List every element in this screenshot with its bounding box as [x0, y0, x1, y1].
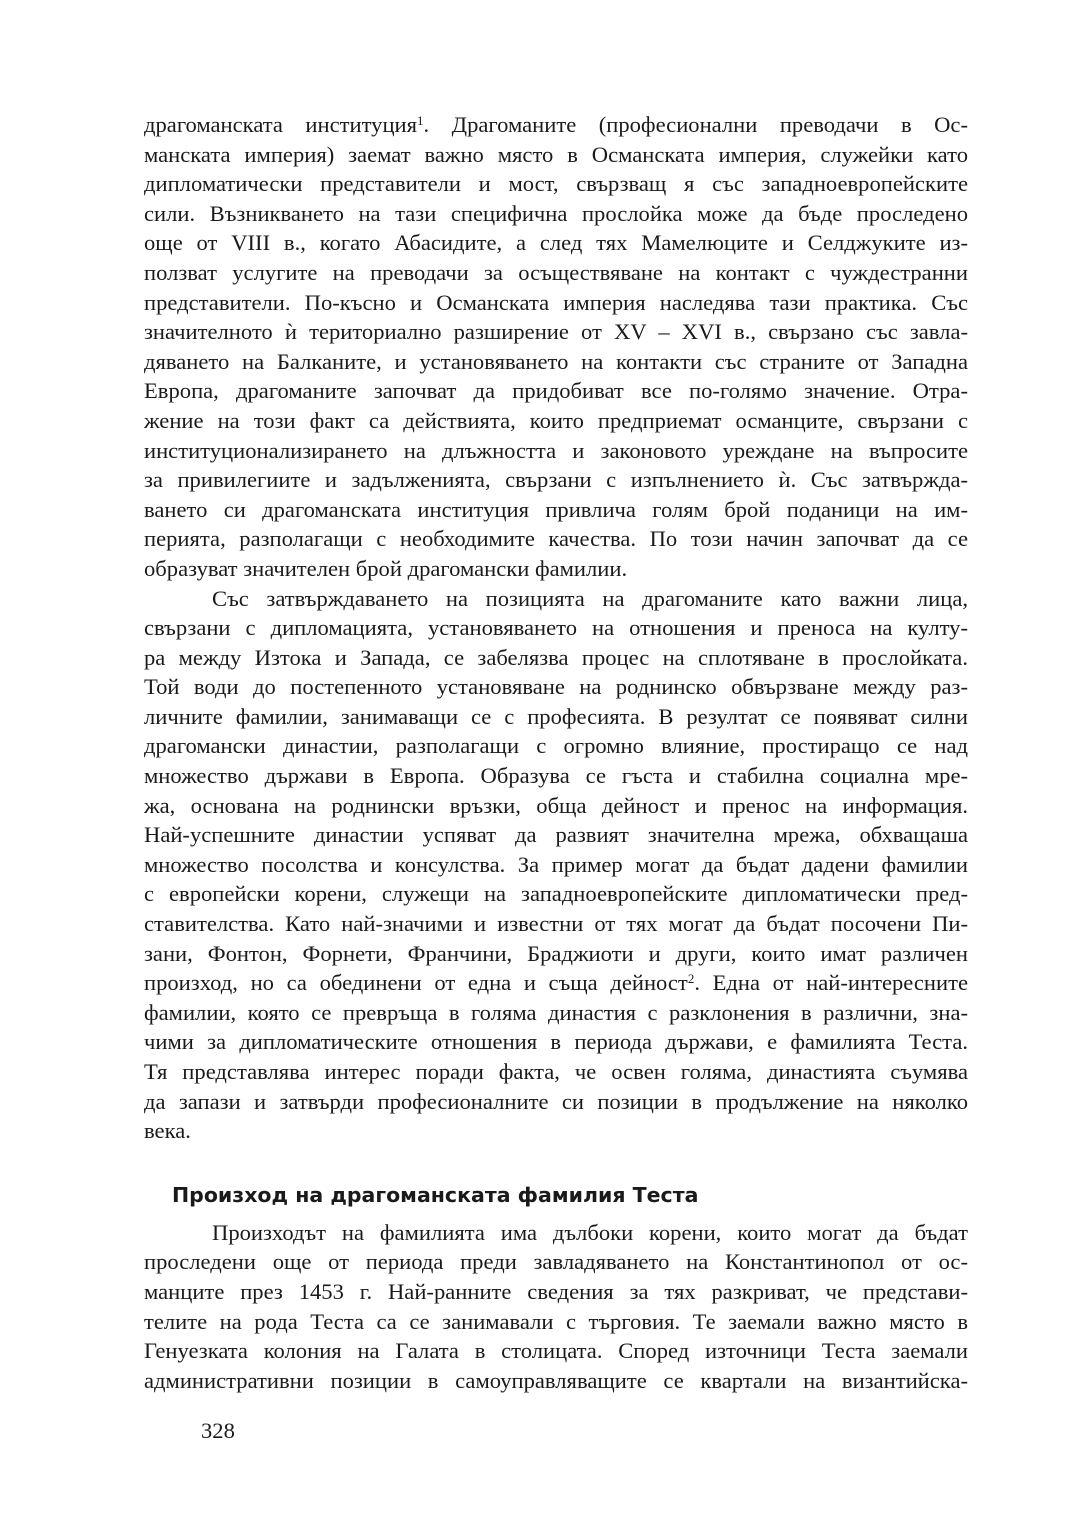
text-line: манската империя) заемат важно място в Османската империя, служейки като	[144, 141, 968, 167]
text-line: личните фамилии, занимаващи се с професията. В резултат се появяват силни	[144, 703, 968, 729]
text-line: административни позиции в самоуправляващите се квартали на византийска-	[144, 1367, 968, 1393]
text-line: множество държави в Европа. Образува се гъста и стабилна социална мре-	[144, 763, 968, 789]
text-line: перията, разполагащи с необходимите качества. По този начин започват да се	[144, 526, 968, 552]
text-line: драгомански династии, разполагащи с огромно влияние, простиращо се над	[144, 733, 968, 759]
text-line: Със затвърждаването на позицията на драгоманите като важни лица,	[212, 585, 968, 611]
text-line: да запази и затвърди професионалните си позиции в продължение на няколко	[144, 1088, 968, 1114]
text-line: проследени още от периода преди завладяването на Константинопол от ос-	[144, 1249, 968, 1275]
paragraph-1	[144, 110, 968, 584]
text-line: множество посолства и консулства. За пример могат да бъдат дадени фамилии	[144, 851, 968, 877]
text-line: века.	[144, 1118, 191, 1144]
text-line: манците през 1453 г. Най-ранните сведения за тях разкриват, че представи-	[144, 1278, 968, 1304]
text-line: още от VIII в., когато Абасидите, а след тях Мамелюците и Селджуките из-	[144, 230, 968, 256]
text-line: с европейски корени, служещи на западноевропейските дипломатически пред-	[144, 881, 968, 907]
text-line: жение на този факт са действията, които предприемат османците, свързани с	[144, 407, 968, 433]
text-line: фамилии, която се превръща в голяма династия с разклонения в различни, зна-	[144, 999, 968, 1025]
text-line: значителното ѝ териториално разширение от XV – XVI в., свързано със завла-	[144, 319, 968, 345]
text-line: драгоманската институция$^1$. Драгоманите (професионални преводачи в Ос-	[144, 112, 968, 137]
text-line: свързани с дипломацията, установяването на отношения и преноса на култу-	[144, 615, 968, 641]
text-line: ползват услугите на преводачи за осъществяване на контакт с чуждестранни	[144, 259, 968, 285]
text-line: ра между Изтока и Запада, се забелязва процес на сплотяване в прослойката.	[144, 644, 968, 670]
text-line: Произходът на фамилията има дълбоки корени, които могат да бъдат	[212, 1219, 968, 1245]
text-line: произход, но са обединени от една и съща дейност$^2$. Една от най-интересните	[144, 970, 968, 996]
text-line: дипломатически представители и мост, свързващ я със западноевропейските	[144, 171, 968, 197]
text-line: ставителства. Като най-значими и известни от тях могат да бъдат посочени Пи-	[144, 911, 968, 937]
text-line: ването си драгоманската институция привлича голям брой поданици на им-	[144, 496, 968, 522]
text-line: Европа, драгоманите започват да придобиват все по-голямо значение. Отра-	[144, 378, 968, 404]
footnote-marker-1[interactable]: 1	[417, 112, 424, 128]
paragraph-2	[144, 584, 968, 1146]
document-body	[144, 110, 968, 1395]
text-line: Тя представлява интерес поради факта, че освен голяма, династията съумява	[144, 1059, 968, 1084]
page-number: 328	[201, 1418, 235, 1443]
text-line: институционализирането на длъжността и законовото уреждане на въпросите	[144, 437, 968, 463]
text-line: телите на рода Теста са се занимавали с търговия. Те заемали важно място в	[144, 1308, 968, 1334]
footnote-marker-2[interactable]: 2	[687, 971, 695, 987]
text-line: образуват значителен брой драгомански фамилии.	[144, 555, 628, 581]
text-line: за привилегиите и задълженията, свързани с изпълнението ѝ. Със затвържда-	[144, 467, 968, 493]
text-line: дяването на Балканите, и установяването на контакти със страните от Западна	[144, 348, 968, 374]
text-line: зани, Фонтон, Форнети, Франчини, Браджиоти и други, които имат различен	[144, 940, 968, 966]
text-line: Най-успешните династии успяват да развият значителна мрежа, обхващаша	[144, 822, 968, 848]
paragraph-3	[144, 1218, 968, 1396]
text-line: чими за дипломатическите отношения в периода държави, е фамилията Теста.	[144, 1029, 968, 1055]
section-heading: Произход на драгоманската фамилия Теста	[172, 1182, 699, 1207]
text-line: Генуезката колония на Галата в столицата. Според източници Теста заемали	[144, 1338, 968, 1364]
text-line: сили. Възникването на тази специфична прослойка може да бъде проследено	[144, 200, 968, 226]
text-line: жа, основана на роднински връзки, обща дейност и пренос на информация.	[144, 792, 968, 818]
text-line: Той води до постепенното установяване на роднинско обвързване между раз-	[144, 674, 968, 700]
text-line: представители. По-късно и Османската империя наследява тази практика. Със	[144, 289, 968, 315]
